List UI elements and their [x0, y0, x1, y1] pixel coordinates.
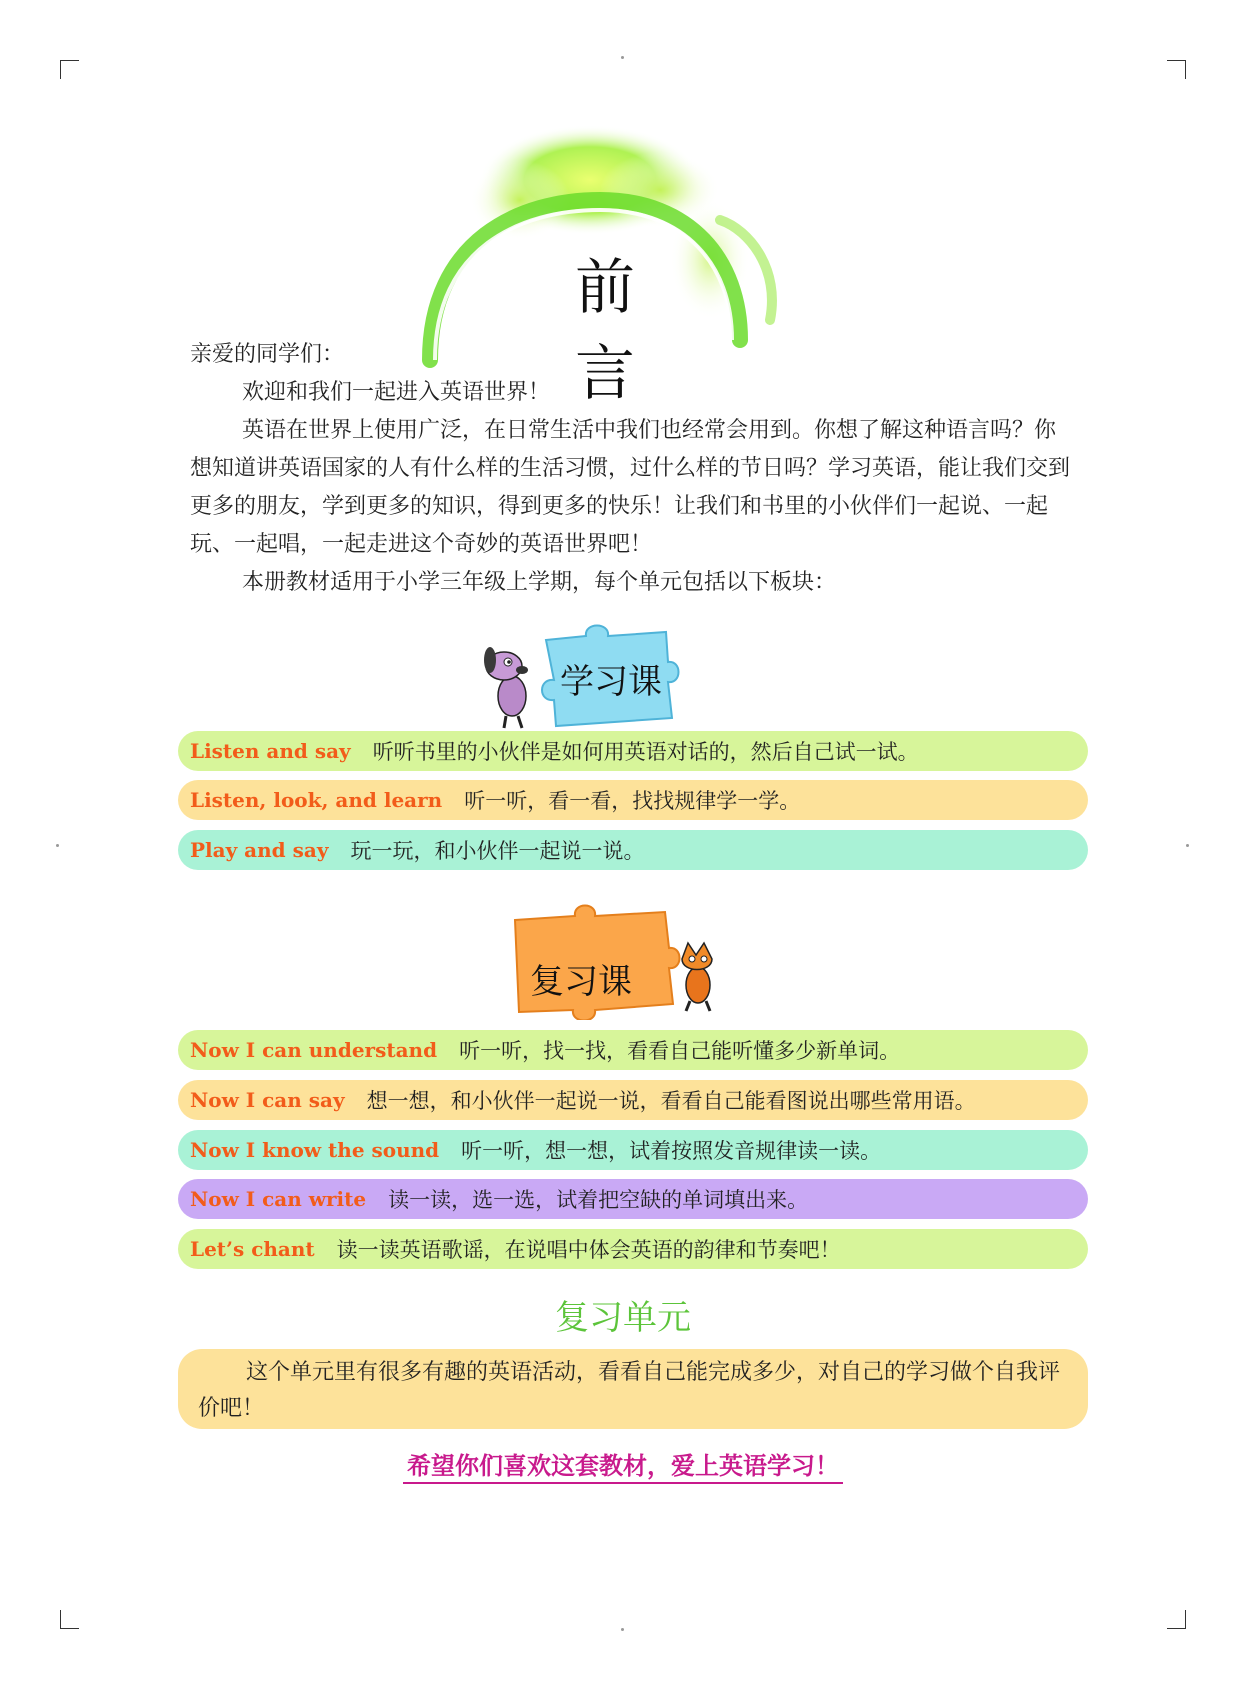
intro-text — [190, 336, 1070, 602]
closing-text: 希望你们喜欢这套教材，爱上英语学习！ — [403, 1452, 843, 1484]
list-item — [178, 731, 1088, 771]
register-dot — [56, 844, 59, 847]
section-desc: 读一读英语歌谣，在说唱中体会英语的韵律和节奏吧！ — [336, 1238, 841, 1262]
list-item — [178, 1179, 1088, 1219]
review-label: 复习课 — [530, 962, 632, 1002]
section-desc: 玩一玩，和小伙伴一起说一说。 — [350, 839, 645, 863]
section-desc: 听一听，想一想，试着按照发音规律读一读。 — [461, 1139, 882, 1163]
list-item — [178, 1229, 1088, 1269]
section-name: Listen and say — [190, 739, 351, 763]
section-name: Listen, look, and learn — [190, 788, 443, 812]
section-name: Let’s chant — [190, 1237, 315, 1261]
section-desc: 想一想，和小伙伴一起说一说，看看自己能看图说出哪些常用语。 — [366, 1089, 976, 1113]
register-dot — [1186, 844, 1189, 847]
register-dot — [621, 1628, 624, 1631]
list-item — [178, 830, 1088, 870]
unit-title: 复习单元 — [555, 1298, 691, 1338]
section-name: Now I can understand — [190, 1038, 438, 1062]
crop-mark-top-right — [1167, 60, 1186, 79]
intro-paragraph: 英语在世界上使用广泛，在日常生活中我们也经常会用到。你想了解这种语言吗？你想知道讲英语国家的人有什么样的生活习惯，过什么样的节日吗？学习英语，能让我们交到更多的朋友，学到更多的知识，得到更多的快乐！让我们和书里的小伙伴们一起说、一起玩、一起唱，一起走进这个奇妙的英语世界吧！ — [190, 418, 1071, 557]
crop-mark-bottom-right — [1167, 1610, 1186, 1629]
list-item — [178, 780, 1088, 820]
section-desc: 听一听，看一看，找找规律学一学。 — [464, 789, 801, 813]
crop-mark-bottom-left — [60, 1610, 79, 1629]
list-item — [178, 1080, 1088, 1120]
fox-mascot-icon — [668, 935, 728, 1013]
closing-line — [0, 1446, 1246, 1481]
scope-line: 本册教材适用于小学三年级上学期，每个单元包括以下板块： — [242, 570, 837, 595]
section-name: Now I can write — [190, 1187, 367, 1211]
greeting: 亲爱的同学们： — [190, 342, 345, 367]
list-item — [178, 1130, 1088, 1170]
page-title: 前 言 — [575, 253, 685, 409]
unit-description: 这个单元里有很多有趣的英语活动，看看自己能完成多少，对自己的学习做个自我评价吧！ — [178, 1349, 1088, 1429]
section-desc: 读一读，选一选，试着把空缺的单词填出来。 — [388, 1188, 809, 1212]
study-label: 学习课 — [560, 662, 662, 702]
list-item — [178, 1030, 1088, 1070]
section-name: Now I can say — [190, 1088, 345, 1112]
section-name: Now I know the sound — [190, 1138, 440, 1162]
dog-mascot-icon — [478, 640, 544, 730]
section-desc: 听听书里的小伙伴是如何用英语对话的，然后自己试一试。 — [372, 740, 919, 764]
section-name: Play and say — [190, 838, 329, 862]
crop-mark-top-left — [60, 60, 79, 79]
welcome-line: 欢迎和我们一起进入英语世界！ — [242, 380, 551, 405]
register-dot — [621, 56, 624, 59]
section-desc: 听一听，找一找，看看自己能听懂多少新单词。 — [459, 1039, 901, 1063]
